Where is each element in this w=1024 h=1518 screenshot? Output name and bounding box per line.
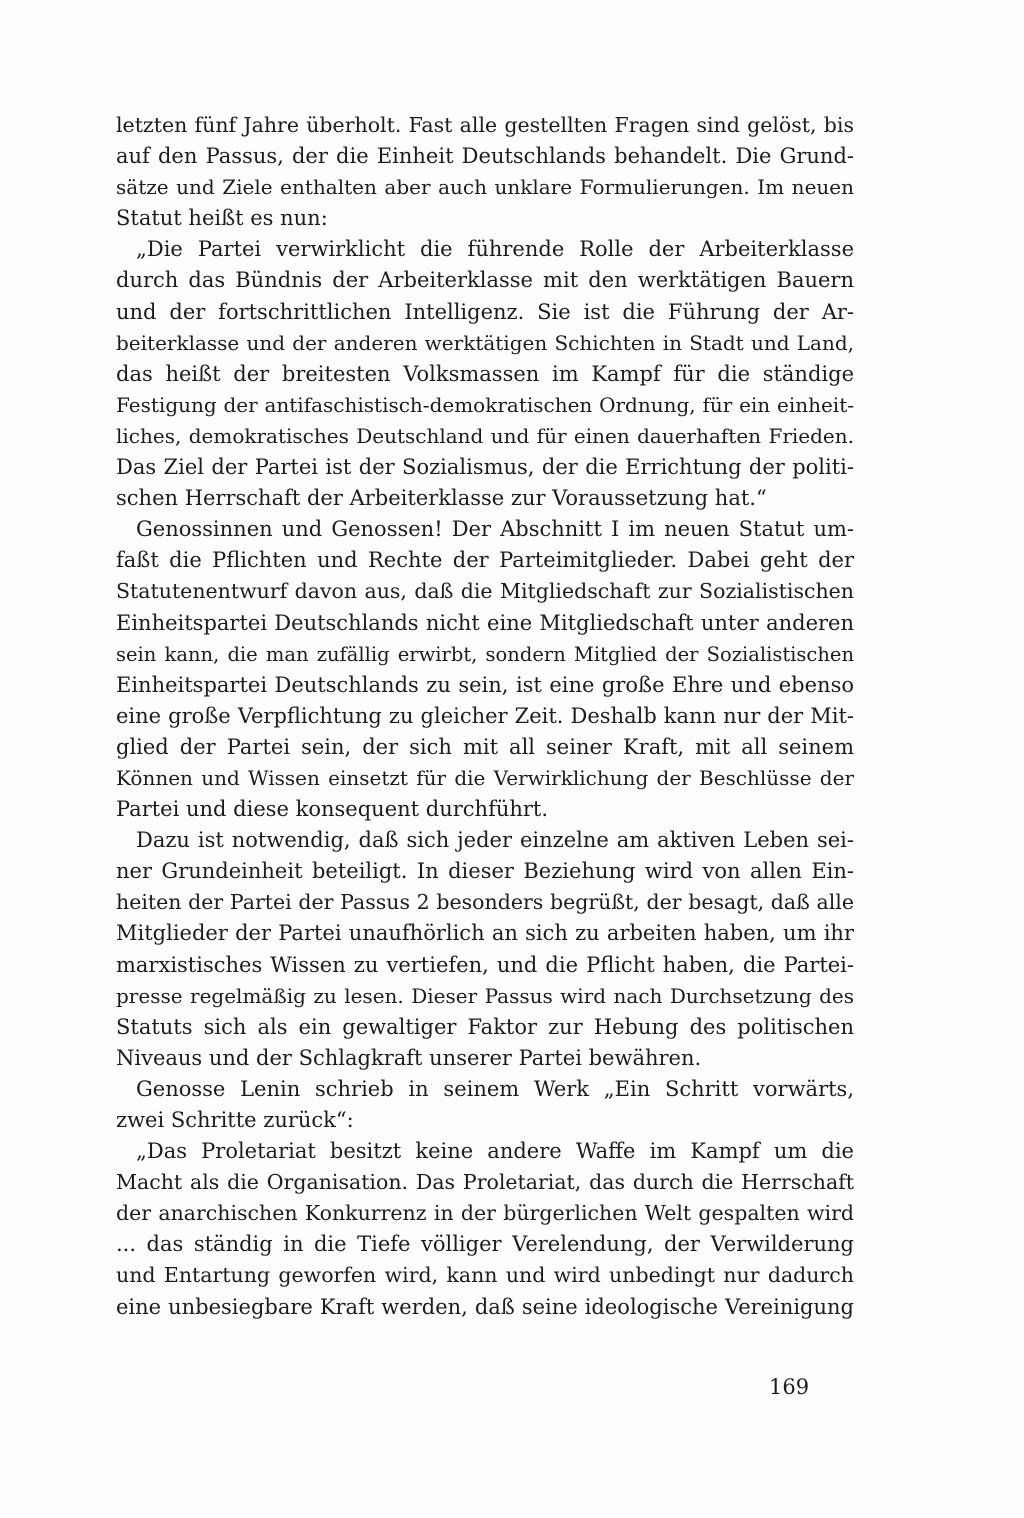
- text-line: „Das Proletariat besitzt keine andere Waffe im Kampf um die: [136, 1139, 854, 1164]
- text-line: glied der Partei sein, der sich mit all seiner Kraft, mit all seinem: [116, 734, 854, 759]
- text-line: zwei Schritte zurück“:: [116, 1108, 354, 1132]
- text-line: Macht als die Organisation. Das Proletariat, das durch die Herrschaft: [116, 1170, 854, 1195]
- text-line: Partei und diese konsequent durchführt.: [116, 797, 549, 822]
- text-line: Einheitspartei Deutschlands zu sein, ist eine große Ehre und ebenso: [116, 672, 854, 697]
- text-line: Niveaus und der Schlagkraft unserer Partei bewähren.: [116, 1045, 702, 1070]
- text-line: Das Ziel der Partei ist der Sozialismus, der die Errichtung der politi-: [116, 455, 854, 480]
- text-line: faßt die Pflichten und Rechte der Parteimitglieder. Dabei geht der: [116, 548, 854, 573]
- text-line: der anarchischen Konkurrenz in der bürgerlichen Welt gespalten wird: [116, 1201, 854, 1226]
- text-line: sätze und Ziele enthalten aber auch unklare Formulierungen. Im neuen: [116, 175, 854, 200]
- text-line: und der fortschrittlichen Intelligenz. Sie ist die Führung der Ar-: [116, 299, 854, 324]
- text-line: Mitglieder der Partei unaufhörlich an sich zu arbeiten haben, um ihr: [116, 921, 854, 946]
- text-line: sein kann, die man zufällig erwirbt, sondern Mitglied der Sozialistischen: [116, 642, 854, 666]
- text-line: auf den Passus, der die Einheit Deutschlands behandelt. Die Grund-: [116, 144, 854, 169]
- text-line: eine große Verpflichtung zu gleicher Zeit. Deshalb kann nur der Mit-: [116, 703, 854, 728]
- text-line: Statuts sich als ein gewaltiger Faktor zur Hebung des politischen: [116, 1014, 854, 1039]
- text-line: letzten fünf Jahre überholt. Fast alle gestellten Fragen sind gelöst, bis: [116, 113, 854, 137]
- text-line: „Die Partei verwirklicht die führende Rolle der Arbeiterklasse: [136, 237, 854, 262]
- text-line: Genosse Lenin schrieb in seinem Werk „Ein Schritt vorwärts,: [136, 1076, 854, 1101]
- text-line: Statut heißt es nun:: [116, 206, 328, 231]
- text-line: das heißt der breitesten Volksmassen im Kampf für die ständige: [116, 361, 854, 386]
- text-line: ner Grundeinheit beteiligt. In dieser Beziehung wird von allen Ein-: [116, 859, 854, 884]
- text-line: Genossinnen und Genossen! Der Abschnitt I im neuen Statut um-: [136, 517, 854, 542]
- body-text: [116, 110, 854, 1323]
- page-number: 169: [769, 1375, 810, 1399]
- text-line: Können und Wissen einsetzt für die Verwirklichung der Beschlüsse der: [116, 765, 854, 790]
- text-line: ... das ständig in die Tiefe völliger Verelendung, der Verwilderung: [116, 1232, 854, 1257]
- text-line: durch das Bündnis der Arbeiterklasse mit den werktätigen Bauern: [116, 268, 854, 293]
- text-line: liches, demokratisches Deutschland und für einen dauerhaften Frieden.: [116, 423, 854, 448]
- text-line: marxistisches Wissen zu vertiefen, und die Pflicht haben, die Partei-: [116, 952, 854, 977]
- text-line: Statutenentwurf davon aus, daß die Mitgliedschaft zur Sozialistischen: [116, 579, 854, 604]
- text-line: schen Herrschaft der Arbeiterklasse zur Voraussetzung hat.“: [116, 486, 767, 511]
- text-line: presse regelmäßig zu lesen. Dieser Passus wird nach Durchsetzung des: [116, 983, 854, 1008]
- text-line: Festigung der antifaschistisch-demokratischen Ordnung, für ein einheit-: [116, 392, 854, 417]
- text-line: eine unbesiegbare Kraft werden, daß seine ideologische Vereinigung: [116, 1294, 854, 1319]
- text-line: Dazu ist notwendig, daß sich jeder einzelne am aktiven Leben sei-: [136, 828, 854, 853]
- text-line: heiten der Partei der Passus 2 besonders begrüßt, der besagt, daß alle: [116, 890, 854, 915]
- text-line: und Entartung geworfen wird, kann und wird unbedingt nur dadurch: [116, 1263, 854, 1288]
- text-line: Einheitspartei Deutschlands nicht eine Mitgliedschaft unter anderen: [116, 610, 854, 635]
- text-line: beiterklasse und der anderen werktätigen Schichten in Stadt und Land,: [116, 330, 854, 355]
